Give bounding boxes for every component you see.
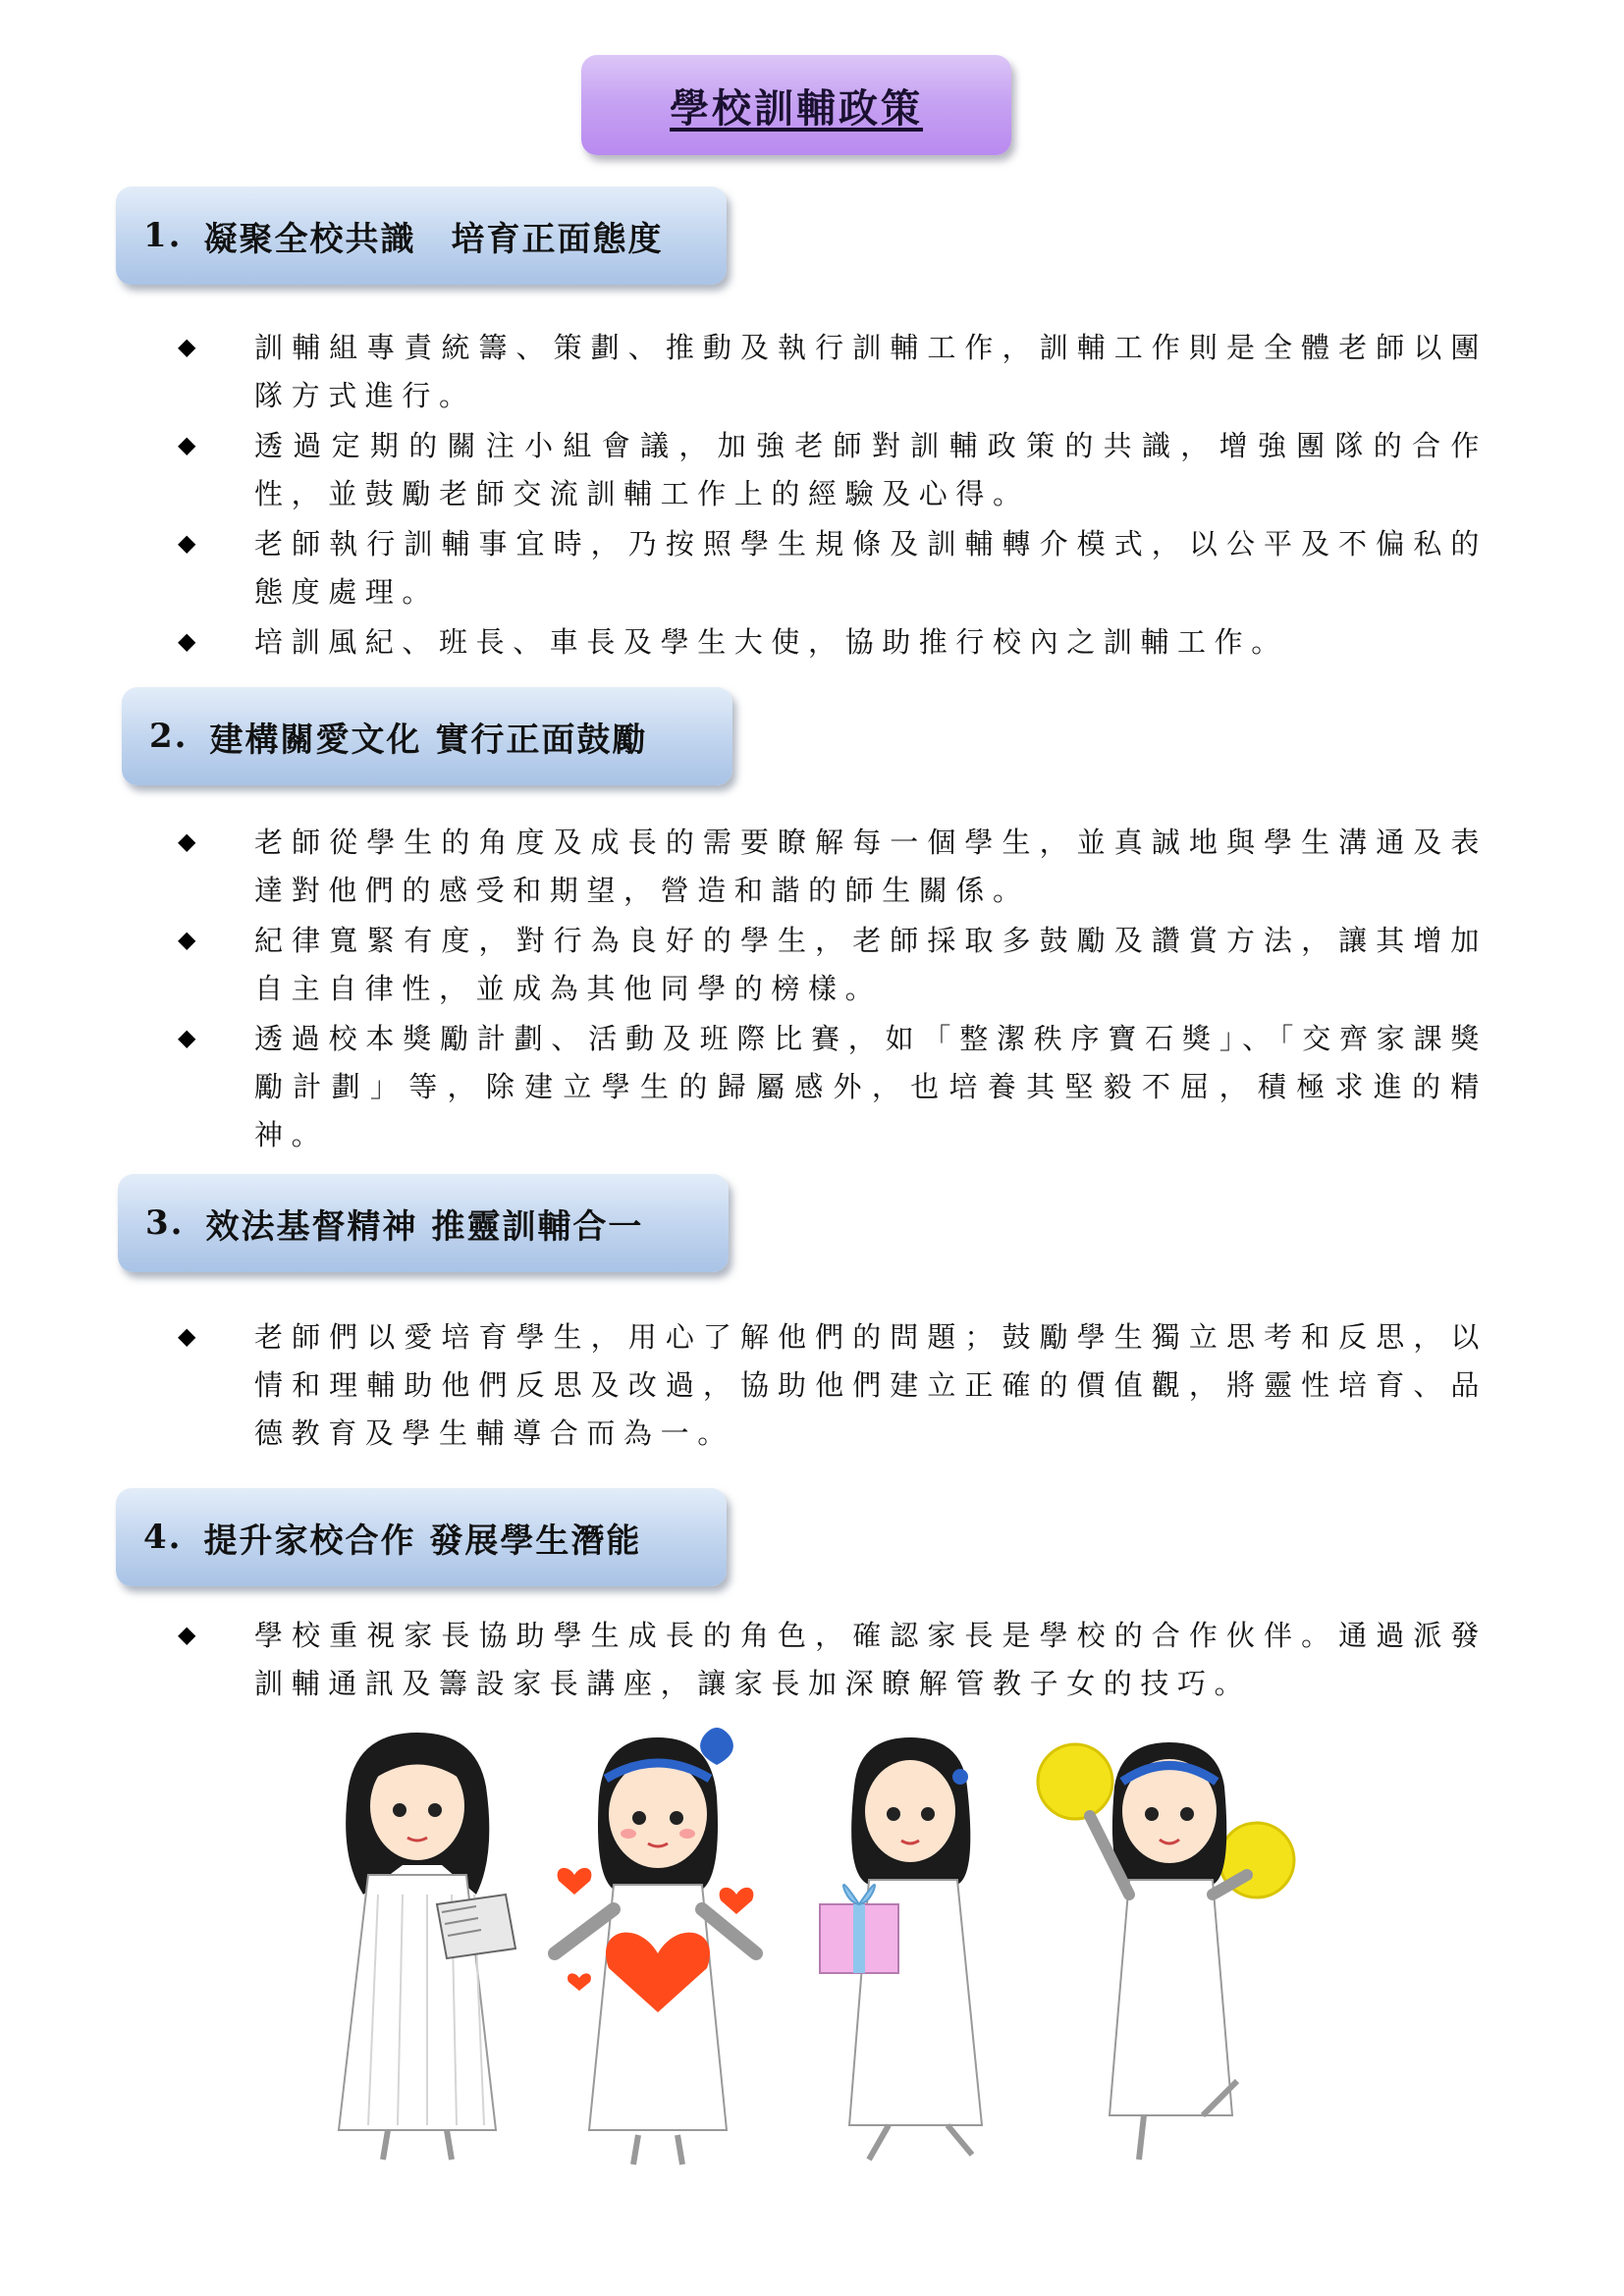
diamond-bullet-icon: ◆ [178, 1322, 205, 1350]
page-title: 學校訓輔政策 [670, 84, 923, 132]
diamond-bullet-icon: ◆ [178, 333, 205, 360]
section-4-bullets [172, 1612, 1488, 1710]
list-item: ◆ 老師執行訓輔事宜時，乃按照學生規條及訓輔轉介模式，以公平及不偏私的態度處理。 [178, 527, 1488, 609]
girl-with-pompoms-illustration [1038, 1742, 1294, 2160]
section-3-number: 3. [145, 1203, 185, 1243]
diamond-bullet-icon: ◆ [178, 627, 205, 655]
list-item: ◆ 老師們以愛培育學生，用心了解他們的問題；鼓勵學生獨立思考和反思，以情和理輔助他們反思及改過，協助他們建立正確的價值觀，將靈性培育、品德教育及學生輔導合而為一。 [178, 1320, 1488, 1450]
section-4-heading-box [116, 1488, 727, 1586]
section-4-number: 4. [143, 1518, 183, 1557]
diamond-bullet-icon: ◆ [178, 1621, 205, 1648]
section-4-heading: 提升家校合作 發展學生潛能 [203, 1521, 642, 1561]
section-2-heading: 建構關愛文化 實行正面鼓勵 [209, 720, 648, 760]
list-item: ◆ 老師從學生的角度及成長的需要瞭解每一個學生，並真誠地與學生溝通及表達對他們的感受和期望，營造和諧的師生關係。 [178, 826, 1488, 907]
list-item: ◆ 培訓風紀、班長、車長及學生大使，協助推行校內之訓輔工作。 [178, 625, 1288, 659]
list-item: ◆ 透過定期的關注小組會議，加強老師對訓輔政策的共識，增強團隊的合作性，並鼓勵老師交流訓輔工作上的經驗及心得。 [178, 429, 1488, 510]
list-item: ◆ 紀律寬緊有度，對行為良好的學生，老師採取多鼓勵及讚賞方法，讓其增加自主自律性，並成為其他同學的榜樣。 [178, 924, 1488, 1005]
list-item: ◆ 透過校本獎勵計劃、活動及班際比賽，如「整潔秩序寶石獎」、「交齊家課獎勵計劃」等，除建立學生的歸屬感外，也培養其堅毅不屈，積極求進的精神。 [178, 1022, 1488, 1151]
list-item: ◆ 學校重視家長協助學生成長的角色，確認家長是學校的合作伙伴。通過派發訓輔通訊及籌設家長講座，讓家長加深瞭解管教子女的技巧。 [178, 1619, 1488, 1700]
section-1-heading: 凝聚全校共識 培育正面態度 [203, 219, 664, 259]
girl-with-book-illustration [339, 1733, 515, 2160]
section-2-heading-box [122, 687, 732, 785]
students-illustration [309, 1728, 1311, 2169]
section-3-heading-box [118, 1174, 729, 1272]
section-3-heading: 效法基督精神 推靈訓輔合一 [205, 1206, 644, 1247]
section-1-heading-box [116, 187, 727, 285]
page-title-banner [581, 55, 1011, 155]
diamond-bullet-icon: ◆ [178, 529, 205, 557]
list-item: ◆ 訓輔組專責統籌、策劃、推動及執行訓輔工作，訓輔工作則是全體老師以團隊方式進行。 [178, 331, 1488, 412]
girl-with-hearts-illustration [555, 1728, 756, 2164]
section-2-number: 2. [149, 717, 189, 756]
section-1-bullets [172, 324, 1488, 668]
diamond-bullet-icon: ◆ [178, 828, 205, 855]
section-1-number: 1. [143, 216, 183, 255]
diamond-bullet-icon: ◆ [178, 1024, 205, 1051]
girl-with-gift-illustration [820, 1737, 982, 2160]
section-2-bullets [172, 819, 1488, 1161]
diamond-bullet-icon: ◆ [178, 431, 205, 458]
section-3-bullets [172, 1313, 1488, 1460]
diamond-bullet-icon: ◆ [178, 926, 205, 953]
